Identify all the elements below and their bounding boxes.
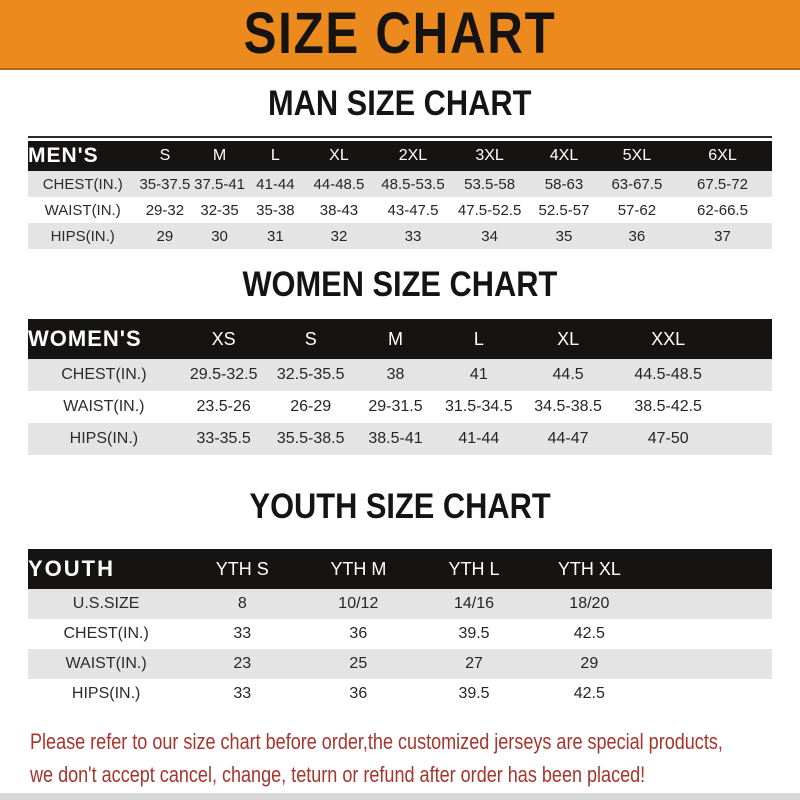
- size-cell: 18/20: [532, 589, 647, 619]
- size-column-header: YTH S: [184, 549, 300, 589]
- measurement-row: [28, 197, 772, 223]
- measurement-row-label: HIPS(IN.): [28, 679, 184, 709]
- size-column-header: 5XL: [601, 141, 673, 171]
- size-column-header: XS: [180, 319, 268, 359]
- size-cell: 33-35.5: [180, 423, 268, 455]
- measurement-row: [28, 649, 772, 679]
- size-column-header: S: [268, 319, 354, 359]
- size-cell: 43-47.5: [374, 197, 452, 223]
- size-cell: 25: [300, 649, 416, 679]
- size-cell: 34: [452, 223, 527, 249]
- bottom-edge-strip: [0, 793, 800, 800]
- size-cell: 52.5-57: [527, 197, 601, 223]
- size-cell: 38.5-42.5: [616, 391, 721, 423]
- size-cell: 44-48.5: [304, 171, 374, 197]
- size-cell: 63-67.5: [601, 171, 673, 197]
- size-cell: 38-43: [304, 197, 374, 223]
- size-cell: 32.5-35.5: [268, 359, 354, 391]
- measurement-row: [28, 359, 772, 391]
- size-cell: 39.5: [416, 619, 531, 649]
- size-cell: 41-44: [247, 171, 304, 197]
- size-column-header: S: [137, 141, 192, 171]
- size-cell: 35: [527, 223, 601, 249]
- size-column-header: M: [192, 141, 246, 171]
- size-cell: 44.5: [520, 359, 615, 391]
- size-cell: 42.5: [532, 679, 647, 709]
- size-cell: 58-63: [527, 171, 601, 197]
- size-cell: 29: [137, 223, 192, 249]
- size-cell: 53.5-58: [452, 171, 527, 197]
- size-cell: 47-50: [616, 423, 721, 455]
- youth-header-row: [28, 549, 772, 589]
- size-cell: 47.5-52.5: [452, 197, 527, 223]
- size-cell: 31: [247, 223, 304, 249]
- size-cell: 41: [437, 359, 520, 391]
- size-cell: 32-35: [192, 197, 246, 223]
- size-column-header: XL: [520, 319, 615, 359]
- size-chart-banner: [0, 0, 800, 70]
- size-cell: 33: [374, 223, 452, 249]
- man-section-heading-row: [0, 70, 800, 136]
- size-cell: 35.5-38.5: [268, 423, 354, 455]
- womens-size-table: [28, 319, 772, 455]
- measurement-row-label: CHEST(IN.): [28, 359, 180, 391]
- size-cell: 35-37.5: [137, 171, 192, 197]
- measurement-row: [28, 171, 772, 197]
- youth-section-heading-row: [0, 455, 800, 549]
- size-column-header: 4XL: [527, 141, 601, 171]
- measurement-row: [28, 391, 772, 423]
- size-cell: 10/12: [300, 589, 416, 619]
- measurement-row: [28, 223, 772, 249]
- size-cell: 33: [184, 619, 300, 649]
- youth-size-table: [28, 549, 772, 709]
- man-size-chart-heading: MAN SIZE CHART: [268, 83, 532, 123]
- mens-size-table-wrap: [28, 136, 772, 249]
- youth-size-table-wrap: [28, 549, 772, 709]
- measurement-row-label: HIPS(IN.): [28, 423, 180, 455]
- mens-table-topline: [28, 136, 772, 138]
- measurement-row-label: HIPS(IN.): [28, 223, 137, 249]
- men-table: [28, 141, 772, 249]
- size-cell: 62-66.5: [673, 197, 772, 223]
- footer-note-line-2: we don't accept cancel, change, teturn or refund after order has been placed!: [30, 762, 646, 787]
- size-cell: 8: [184, 589, 300, 619]
- row-filler: [647, 589, 772, 619]
- women-header-row: [28, 319, 772, 359]
- measurement-row-label: U.S.SIZE: [28, 589, 184, 619]
- size-cell: 23.5-26: [180, 391, 268, 423]
- size-cell: 57-62: [601, 197, 673, 223]
- size-column-header: YTH XL: [532, 549, 647, 589]
- measurement-row-label: WAIST(IN.): [28, 391, 180, 423]
- size-column-header: XXL: [616, 319, 721, 359]
- row-filler: [647, 679, 772, 709]
- size-cell: 39.5: [416, 679, 531, 709]
- row-filler: [721, 423, 772, 455]
- size-column-header: 3XL: [452, 141, 527, 171]
- measurement-row-label: WAIST(IN.): [28, 197, 137, 223]
- measurement-row: [28, 619, 772, 649]
- measurement-row-label: WAIST(IN.): [28, 649, 184, 679]
- size-cell: 44-47: [520, 423, 615, 455]
- size-cell: 36: [300, 619, 416, 649]
- banner-title: SIZE CHART: [243, 1, 557, 66]
- women-size-chart-heading: WOMEN SIZE CHART: [242, 264, 558, 304]
- size-cell: 32: [304, 223, 374, 249]
- size-cell: 29: [532, 649, 647, 679]
- size-column-header: YTH M: [300, 549, 416, 589]
- size-cell: 27: [416, 649, 531, 679]
- youth-table-title: YOUTH: [28, 549, 184, 589]
- size-cell: 36: [300, 679, 416, 709]
- row-filler: [647, 619, 772, 649]
- size-cell: 34.5-38.5: [520, 391, 615, 423]
- size-cell: 26-29: [268, 391, 354, 423]
- size-cell: 31.5-34.5: [437, 391, 520, 423]
- size-column-header: YTH L: [416, 549, 531, 589]
- size-cell: 29-32: [137, 197, 192, 223]
- size-column-header: 2XL: [374, 141, 452, 171]
- size-cell: 42.5: [532, 619, 647, 649]
- measurement-row: [28, 589, 772, 619]
- size-cell: 35-38: [247, 197, 304, 223]
- size-cell: 14/16: [416, 589, 531, 619]
- size-cell: 41-44: [437, 423, 520, 455]
- measurement-row: [28, 423, 772, 455]
- footer-note: [0, 709, 800, 791]
- size-cell: 48.5-53.5: [374, 171, 452, 197]
- youth-table: [28, 549, 772, 709]
- size-cell: 44.5-48.5: [616, 359, 721, 391]
- size-cell: 30: [192, 223, 246, 249]
- mens-size-table: [28, 141, 772, 249]
- size-column-header: L: [437, 319, 520, 359]
- footer-note-line-1: Please refer to our size chart before order,the customized jerseys are special products,: [30, 729, 723, 754]
- measurement-row-label: CHEST(IN.): [28, 619, 184, 649]
- size-cell: 38: [354, 359, 437, 391]
- size-column-header: 6XL: [673, 141, 772, 171]
- header-filler: [721, 319, 772, 359]
- size-cell: 29-31.5: [354, 391, 437, 423]
- measurement-row: [28, 679, 772, 709]
- size-cell: 33: [184, 679, 300, 709]
- measurement-row-label: CHEST(IN.): [28, 171, 137, 197]
- women-table-title: WOMEN'S: [28, 319, 180, 359]
- row-filler: [647, 649, 772, 679]
- size-cell: 29.5-32.5: [180, 359, 268, 391]
- men-table-title: MEN'S: [28, 141, 137, 171]
- size-column-header: XL: [304, 141, 374, 171]
- youth-size-chart-heading: YOUTH SIZE CHART: [249, 486, 551, 526]
- header-filler: [647, 549, 772, 589]
- row-filler: [721, 391, 772, 423]
- men-header-row: [28, 141, 772, 171]
- women-section-heading-row: [0, 249, 800, 319]
- size-cell: 37: [673, 223, 772, 249]
- size-column-header: M: [354, 319, 437, 359]
- womens-size-table-wrap: [28, 319, 772, 455]
- size-cell: 38.5-41: [354, 423, 437, 455]
- size-column-header: L: [247, 141, 304, 171]
- size-cell: 67.5-72: [673, 171, 772, 197]
- row-filler: [721, 359, 772, 391]
- size-cell: 37.5-41: [192, 171, 246, 197]
- size-cell: 23: [184, 649, 300, 679]
- size-cell: 36: [601, 223, 673, 249]
- women-table: [28, 319, 772, 455]
